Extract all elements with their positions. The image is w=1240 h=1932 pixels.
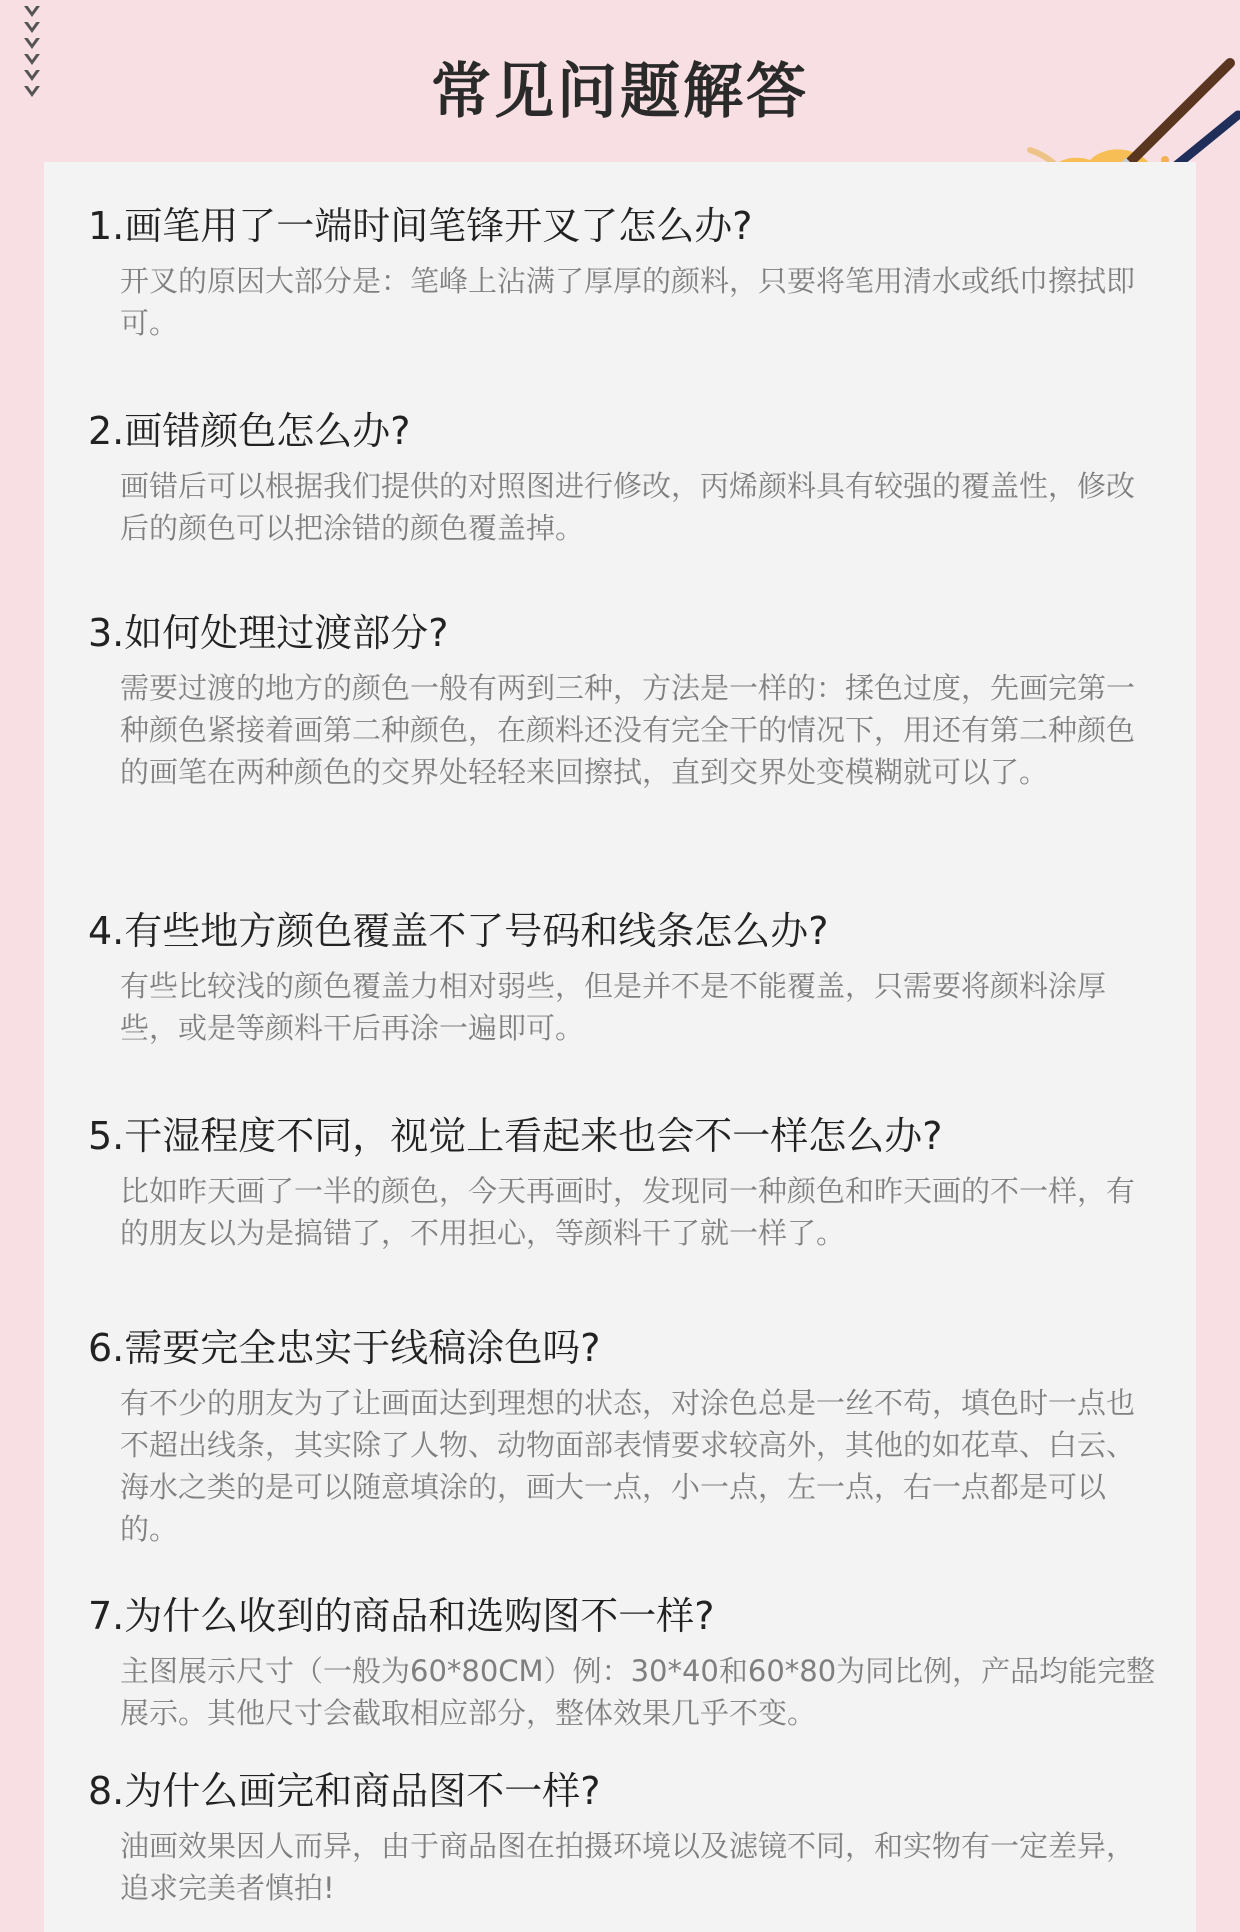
faq-answer: 有不少的朋友为了让画面达到理想的状态，对涂色总是一丝不苟，填色时一点也不超出线条，其实除了人物、动物面部表情要求较高外，其他的如花草、白云、海水之类的是可以随意填涂的，画大一点，小一点，左一点，右一点都是可以的。 [120,1386,1136,1546]
faq-question: 7.为什么收到的商品和选购图不一样? [88,1594,715,1638]
faq-item-6 [88,1324,1188,1550]
page-title: 常见问题解答 [431,57,809,127]
faq-question: 5.干湿程度不同，视觉上看起来也会不一样怎么办? [88,1114,943,1158]
faq-question: 3.如何处理过渡部分? [88,611,449,655]
faq-question: 4.有些地方颜色覆盖不了号码和线条怎么办? [88,909,829,953]
faq-answer: 油画效果因人而异，由于商品图在拍摄环境以及滤镜不同，和实物有一定差异，追求完美者慎拍! [120,1829,1136,1905]
faq-question: 2.画错颜色怎么办? [88,409,411,453]
faq-question: 6.需要完全忠实于线稿涂色吗? [88,1326,601,1370]
faq-answer: 有些比较浅的颜色覆盖力相对弱些，但是并不是不能覆盖，只需要将颜料涂厚些，或是等颜料干后再涂一遍即可。 [120,969,1107,1045]
faq-answer: 主图展示尺寸（一般为60*80CM）例：30*40和60*80为同比例，产品均能完整展示。其他尺寸会截取相应部分，整体效果几乎不变。 [120,1654,1156,1730]
faq-answer: 比如昨天画了一半的颜色，今天再画时，发现同一种颜色和昨天画的不一样，有的朋友以为是搞错了，不用担心，等颜料干了就一样了。 [120,1174,1136,1250]
faq-question: 8.为什么画完和商品图不一样? [88,1769,601,1813]
faq-answer: 需要过渡的地方的颜色一般有两到三种，方法是一样的：揉色过度，先画完第一种颜色紧接着画第二种颜色，在颜料还没有完全干的情况下，用还有第二种颜色的画笔在两种颜色的交界处轻轻来回擦拭，直到交界处变模糊就可以了。 [120,671,1136,789]
faq-item-4 [88,907,1188,1049]
faq-item-2 [88,407,1188,549]
faq-card [44,162,1196,1932]
faq-item-8 [88,1767,1188,1909]
faq-item-3 [88,609,1188,793]
faq-item-5 [88,1112,1188,1254]
faq-item-7 [88,1592,1188,1734]
faq-answer: 开叉的原因大部分是：笔峰上沾满了厚厚的颜料，只要将笔用清水或纸巾擦拭即可。 [120,264,1136,340]
faq-answer: 画错后可以根据我们提供的对照图进行修改，丙烯颜料具有较强的覆盖性，修改后的颜色可以把涂错的颜色覆盖掉。 [120,469,1136,545]
faq-question: 1.画笔用了一端时间笔锋开叉了怎么办? [88,204,753,248]
faq-item-1 [88,202,1188,344]
